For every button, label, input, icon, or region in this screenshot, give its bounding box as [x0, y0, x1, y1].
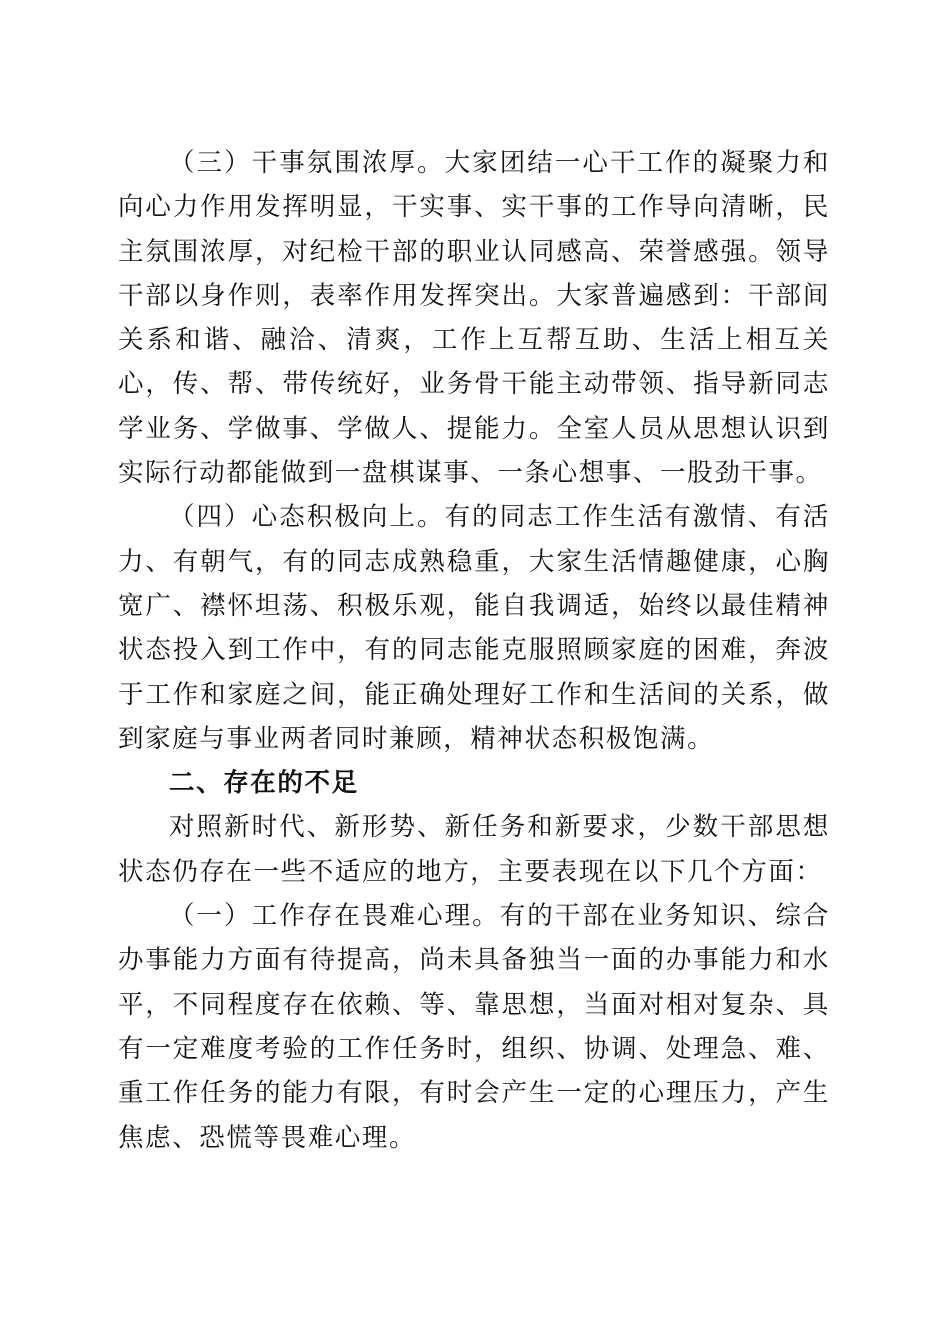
- paragraph-section-4: [118, 495, 830, 761]
- section-4-heading: （四）心态积极向上。: [169, 502, 445, 533]
- section-4-text: 有的同志工作生活有激情、有活力、有朝气，有的同志成熟稳重，大家生活情趣健康，心胸宽广、襟怀坦荡、积极乐观，能自我调适，始终以最佳精神状态投入到工作中，有的同志能克服照顾家庭的困难，奔波于工作和家庭之间，能正确处理好工作和生活间的关系，做到家庭与事业两者同时兼顾，精神状态积极饱满。: [118, 502, 830, 754]
- heading-shortcomings: 二、存在的不足: [169, 768, 359, 799]
- subsection-1-heading: （一）工作存在畏难心理。: [169, 901, 500, 932]
- section-3-text: 大家团结一心干工作的凝聚力和向心力作用发挥明显，干实事、实干事的工作导向清晰，民主氛围浓厚，对纪检干部的职业认同感高、荣誉感强。领导干部以身作则，表率作用发挥突出。大家普遍感到：干部间关系和谐、融洽、清爽，工作上互帮互助、生活上相互关心，传、帮、带传统好，业务骨干能主动带领、指导新同志学业务、学做事、学做人、提能力。全室人员从思想认识到实际行动都能做到一盘棋谋事、一条心想事、一股劲干事。: [118, 148, 830, 489]
- paragraph-subsection-1: [118, 894, 830, 1160]
- subsection-1-text: 有的干部在业务知识、综合办事能力方面有待提高，尚未具备独当一面的办事能力和水平，不同程度存在依赖、等、靠思想，当面对相对复杂、具有一定难度考验的工作任务时，组织、协调、处理急、难、重工作任务的能力有限，有时会产生一定的心理压力，产生焦虑、恐慌等畏难心理。: [118, 901, 831, 1153]
- paragraph-section-3: [118, 141, 830, 495]
- document-body: [118, 141, 830, 1160]
- paragraph-intro-shortcomings: 对照新时代、新形势、新任务和新要求，少数干部思想状态仍存在一些不适应的地方，主要表现在以下几个方面：: [118, 812, 830, 887]
- section-3-heading: （三）干事氛围浓厚。: [169, 148, 445, 178]
